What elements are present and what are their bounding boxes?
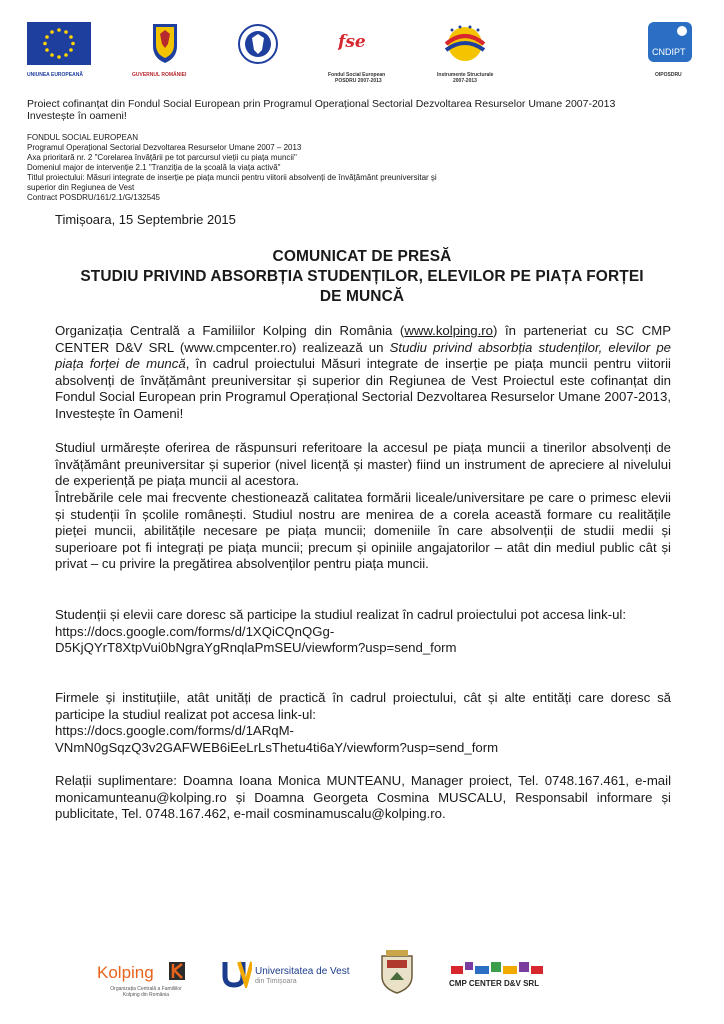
paragraph-study-purpose: Studiul urmărește oferirea de răspunsuri referitoare la accesul pe piața muncii a tinerilor absolvenți de învățământ preuniversitar și superior (nivel licență și master) fiind un instrument de apreciere al nivelului de experiență pe piața muncii al acestora. bbox=[55, 440, 671, 488]
structural-instruments-caption-2: 2007-2013 bbox=[453, 78, 477, 84]
companies-form-url-line-1[interactable]: https://docs.google.com/forms/d/1ARqM- bbox=[55, 723, 294, 738]
students-form-url-line-2[interactable]: D5KjQYrT8XtpVui0bNgraYgRnqlaPmSEU/viewform?usp=send_form bbox=[55, 640, 457, 655]
paragraph-study-questions: Întrebările cele mai frecvente chestionează calitatea formării liceale/universitare pe care o primesc elevii și studenții în școlile românești. Studiul nostru are menirea de a corela această formare cu realitățile pieței muncii, abilitățile necesare pe piața muncii; domeniile în care absolvenții de studii medii și superioare pot fi integrați pe piața muncii; precum și opiniile angajatorilor – atât din mediul public cât și privat – cu privire la pregătirea absolvenților pentru piața muncii. bbox=[55, 490, 671, 571]
title-line-2: STUDIU PRIVIND ABSORBȚIA STUDENȚILOR, ELEVILOR PE PIAȚA FORȚEI bbox=[80, 268, 644, 285]
eu-caption: UNIUNEA EUROPEANĂ bbox=[27, 72, 83, 78]
paragraph-intro: Organizația Centrală a Familiilor Kolping din România (www.kolping.ro) în parteneriat cu SC CMP CENTER D&V SRL (www.cmpcenter.ro) realizează un Studiu privind absorbția studenților, elevilor pe piața forței de muncă, în cadrul proiectului Măsuri integrate de inserție pe piața muncii pentru viitorii absolvenți de învățământ preuniversitar și superior din Regiunea de Vest Proiectul este cofinanțat din Fondul Social European prin Programul Operațional Sectorial Dezvoltarea Resurselor Umane 2007-2013, Investește în Oameni! bbox=[55, 323, 671, 421]
kolping-subtitle-2: Kolping din România bbox=[122, 992, 170, 998]
kolping-logo bbox=[97, 960, 189, 989]
paragraph-contact: Relații suplimentare: Doamna Ioana Monica MUNTEANU, Manager proiect, Tel. 0748.167.461, e-mail monicamunteanu@kolping.ro și Doamna Georgeta Cosmina MUSCALU, Responsabil informare și publicitate, Tel. 0748.167.462, e-mail cosminamuscalu@kolping.ro. bbox=[55, 773, 671, 821]
fund-line: Domeniul major de intervenție 2.1 "Tranziția de la școală la viața activă" bbox=[27, 163, 281, 172]
paragraph-companies-link: Firmele și instituțiile, atât unități de practică în cadrul proiectului, cât și alte entități care doresc să participe la studiul realizat pot accesa link-ul: https://docs.google.com/forms/d/1ARqM- VNmN0gSqzQ3v2GAFWEB6iEeLrLsThetu4ti6aY/viewform?usp=send_form bbox=[55, 690, 671, 755]
government-caption: GUVERNUL ROMÂNIEI bbox=[132, 72, 187, 78]
partner-crest-logo bbox=[380, 950, 414, 999]
fund-line: superior din Regiunea de Vest bbox=[27, 183, 135, 192]
uvt-logo-mark bbox=[222, 958, 252, 993]
cndipt-logo bbox=[648, 22, 692, 67]
government-crest-logo bbox=[150, 20, 180, 69]
svg-text:Kolping: Kolping bbox=[97, 963, 154, 982]
intro-line-2: Investește în oameni! bbox=[27, 110, 127, 122]
title-line-3: DE MUNCĂ bbox=[319, 288, 405, 305]
ministry-seal-logo bbox=[238, 24, 278, 69]
svg-text:fse: fse bbox=[338, 32, 366, 52]
kolping-subtitle-1: Organizația Centrală a Familiilor bbox=[110, 986, 182, 992]
uvt-subtitle: din Timișoara bbox=[255, 978, 297, 985]
structural-instruments-caption-1: Instrumente Structurale bbox=[437, 72, 494, 78]
fse-caption-1: Fondul Social European bbox=[328, 72, 386, 78]
paragraph-students-link: Studenții și elevii care doresc să participe la studiul realizat în cadrul proiectului pot accesa link-ul: https://docs.google.com/forms/d/1XQiCQnQGg- D5KjQYrT8XtpVui0bNgraYgRnqlaPmSEU/viewform?usp=send_form bbox=[55, 607, 671, 657]
structural-instruments-logo bbox=[440, 22, 490, 71]
study-title-italic: Studiu privind absorbția studenților, elevilor pe piața forței de muncă bbox=[55, 339, 671, 371]
press-release-date: Timișoara, 15 Septembrie 2015 bbox=[55, 212, 236, 227]
companies-form-url-line-2[interactable]: VNmN0gSqzQ3v2GAFWEB6iEeLrLsThetu4ti6aY/viewform?usp=send_form bbox=[55, 739, 499, 755]
fse-logo bbox=[338, 30, 374, 57]
fund-line: Axa prioritară nr. 2 "Corelarea învățării pe tot parcursul vieții cu piața muncii" bbox=[27, 153, 297, 162]
fund-line: Programul Operațional Sectorial Dezvoltarea Resurselor Umane 2007 – 2013 bbox=[27, 143, 302, 152]
fund-line: FONDUL SOCIAL EUROPEAN bbox=[27, 133, 138, 142]
students-form-url-line-1[interactable]: https://docs.google.com/forms/d/1XQiCQnQGg- bbox=[55, 623, 335, 639]
svg-text:CNDIPT: CNDIPT bbox=[652, 47, 686, 57]
fund-line: Titlul proiectului: Măsuri integrate de inserție pe piața muncii pentru viitorii absolvenți de învățământ preuniversitar și bbox=[27, 173, 437, 182]
project-cofinancing-intro bbox=[27, 98, 697, 122]
cmp-center-name: CMP CENTER D&V SRL bbox=[449, 979, 540, 988]
uvt-name: Universitatea de Vest bbox=[255, 966, 350, 977]
fund-line: Contract POSDRU/161/2.1/G/132545 bbox=[27, 193, 160, 202]
fund-info-block bbox=[27, 133, 587, 203]
title-line-1: COMUNICAT DE PRESĂ bbox=[272, 248, 452, 265]
intro-line-1: Proiect cofinanțat din Fondul Social European prin Programul Operațional Sectorial Dezvoltarea Resurselor Umane 2007-2013 bbox=[27, 98, 616, 110]
fse-caption-2: POSDRU 2007-2013 bbox=[335, 78, 382, 84]
oiposdru-caption: OIPOSDRU bbox=[655, 72, 682, 78]
eu-flag-logo bbox=[27, 22, 91, 70]
kolping-website-link[interactable]: www.kolping.ro bbox=[404, 323, 494, 338]
